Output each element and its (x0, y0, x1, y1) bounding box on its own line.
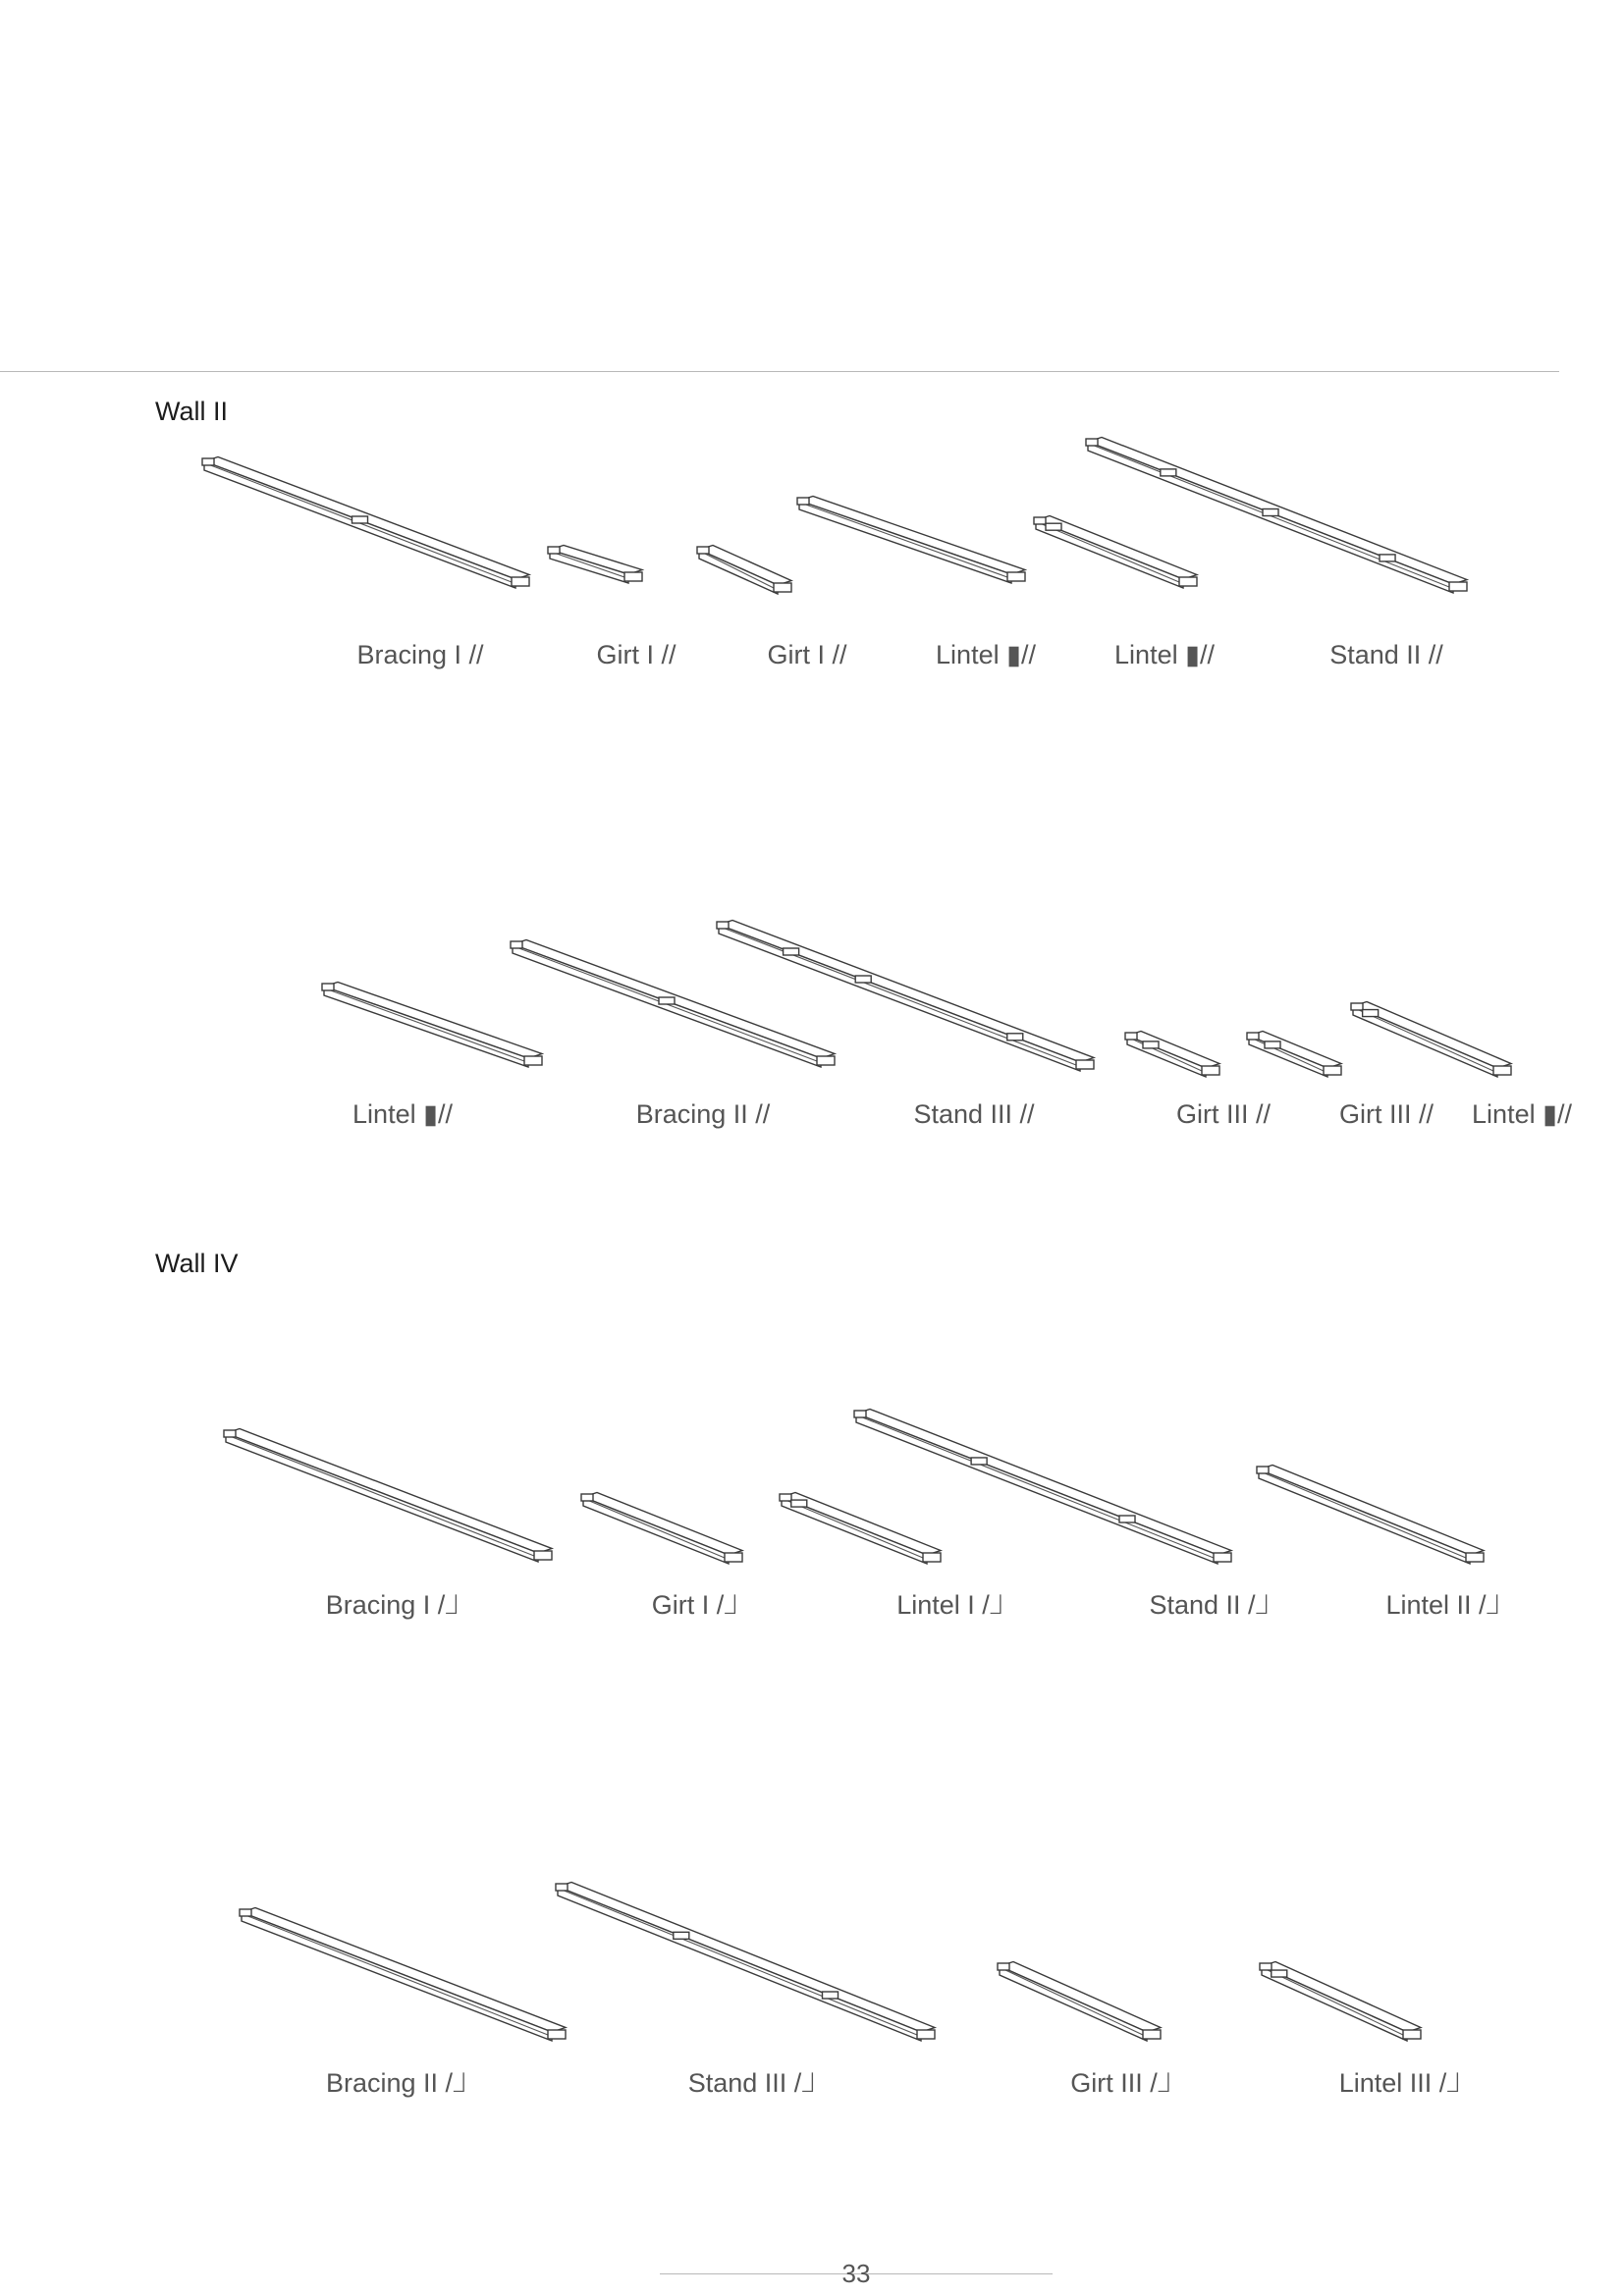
beam-tenon (224, 1430, 236, 1437)
part-label: Bracing I // (356, 640, 484, 669)
beam-tenon (1449, 582, 1467, 591)
part-label: Girt I // (596, 640, 677, 669)
beam-top-face (799, 497, 1025, 575)
beam-mortise (1380, 555, 1395, 561)
beam-tenon (1076, 1060, 1094, 1069)
part-label: Lintel ▮// (936, 640, 1036, 669)
timber-beam-drawing (220, 1427, 544, 1559)
timber-beam-drawing (1121, 1030, 1212, 1074)
page-number: 33 (841, 2259, 871, 2288)
timber-beam-drawing (544, 544, 634, 580)
beam-tenon (1466, 1553, 1484, 1562)
part-label: Bracing II /⅃ (325, 2068, 468, 2098)
beam-mortise (791, 1500, 807, 1507)
beam-mortise (659, 997, 675, 1004)
part-label: Lintel III /⅃ (1338, 2068, 1462, 2098)
beam-edge-line (562, 1890, 917, 2035)
beam-tenon (854, 1411, 866, 1417)
beam-top-face (719, 921, 1094, 1063)
beam-top-face (1000, 1962, 1161, 2033)
beam-tenon (1260, 1963, 1272, 1970)
timber-beam-drawing (1082, 436, 1459, 590)
part-label: Stand III /⅃ (687, 2068, 817, 2098)
beam-tenon (774, 583, 791, 592)
beam-edge-line (1263, 1472, 1466, 1558)
beam-edge-line (723, 928, 1076, 1065)
timber-beam-drawing (552, 1881, 927, 2038)
timber-beam-drawing (318, 981, 534, 1064)
beam-edge-line (230, 1436, 534, 1556)
part-label: Girt III /⅃ (1070, 2068, 1172, 2098)
beam-tenon (1324, 1066, 1341, 1075)
beam-mortise (1143, 1041, 1159, 1048)
beam-mortise (352, 516, 368, 523)
part-label: Lintel I /⅃ (896, 1590, 1004, 1620)
beam-tenon (1125, 1033, 1137, 1040)
part-label: Girt I // (767, 640, 847, 669)
beam-side-face (324, 987, 528, 1067)
beam-tenon (1007, 572, 1025, 581)
beam-tenon (1086, 439, 1098, 446)
beam-tenon (548, 547, 560, 554)
timber-beam-drawing (994, 1960, 1153, 2038)
beam-mortise (1263, 509, 1278, 516)
part-label: Girt III // (1175, 1099, 1272, 1129)
timber-beam-drawing (1243, 1030, 1333, 1074)
beam-tenon (1214, 1553, 1231, 1562)
beam-mortise (1007, 1034, 1023, 1041)
timber-beam-drawing (850, 1408, 1223, 1561)
beam-tenon (1143, 2030, 1161, 2039)
part-label: Girt III // (1338, 1099, 1435, 1129)
beam-mortise (784, 948, 799, 955)
timber-beam-drawing (1256, 1960, 1413, 2038)
beam-tenon (581, 1494, 593, 1501)
part-label: Lintel ▮// (352, 1099, 453, 1129)
beam-tenon (725, 1553, 742, 1562)
beam-tenon (534, 1551, 552, 1560)
beam-tenon (697, 547, 709, 554)
beam-mortise (1363, 1010, 1379, 1017)
timber-beam-drawing (713, 919, 1086, 1068)
timber-beam-drawing (236, 1906, 558, 2038)
beam-tenon (1202, 1066, 1219, 1075)
timber-beam-drawing (1253, 1464, 1476, 1561)
beam-mortise (971, 1458, 987, 1465)
beam-edge-line (803, 504, 1007, 577)
beam-tenon (240, 1909, 251, 1916)
beam-top-face (1259, 1466, 1484, 1556)
beam-tenon (1403, 2030, 1421, 2039)
beam-mortise (1161, 469, 1176, 476)
beam-tenon (1247, 1033, 1259, 1040)
beam-mortise (823, 1992, 839, 1999)
beam-mortise (1272, 1970, 1287, 1977)
timber-beam-drawing (198, 455, 521, 585)
section-title-wall-ii: Wall II (155, 397, 228, 426)
beam-top-face (558, 1883, 935, 2033)
part-label: Lintel ▮// (1472, 1099, 1572, 1129)
part-label: Bracing I /⅃ (325, 1590, 460, 1620)
beam-tenon (624, 572, 642, 581)
beam-mortise (1046, 523, 1061, 530)
beam-tenon (556, 1884, 568, 1891)
beam-top-face (226, 1429, 552, 1554)
beam-top-face (583, 1493, 742, 1556)
part-label: Stand II // (1329, 640, 1443, 669)
part-label: Lintel ▮// (1114, 640, 1215, 669)
beam-tenon (717, 922, 729, 929)
beam-tenon (797, 498, 809, 505)
section-title-wall-iv: Wall IV (155, 1249, 239, 1278)
beam-mortise (855, 976, 871, 983)
beam-side-face (799, 501, 1011, 583)
beam-top-face (242, 1908, 566, 2033)
beam-edge-line (1003, 1969, 1143, 2035)
timber-beam-drawing (577, 1491, 734, 1561)
beam-edge-line (245, 1915, 548, 2035)
beam-mortise (1119, 1516, 1135, 1522)
timber-beam-drawing (693, 544, 784, 591)
beam-tenon (322, 984, 334, 990)
timber-beam-drawing (793, 495, 1017, 580)
part-label: Girt I /⅃ (651, 1590, 739, 1620)
beam-tenon (1351, 1003, 1363, 1010)
beam-tenon (1034, 517, 1046, 524)
beam-edge-line (1357, 1009, 1493, 1071)
top-divider (0, 371, 1559, 372)
beam-tenon (1493, 1066, 1511, 1075)
beam-edge-line (1266, 1969, 1403, 2035)
beam-tenon (511, 941, 522, 948)
beam-edge-line (860, 1416, 1214, 1558)
part-label: Stand III // (913, 1099, 1035, 1129)
part-label: Stand II /⅃ (1149, 1590, 1271, 1620)
beam-tenon (1257, 1467, 1269, 1473)
beam-mortise (674, 1932, 689, 1939)
part-label: Lintel II /⅃ (1385, 1590, 1501, 1620)
beam-tenon (202, 458, 214, 465)
beam-edge-line (587, 1500, 725, 1558)
part-label: Bracing II // (635, 1099, 771, 1129)
beam-tenon (917, 2030, 935, 2039)
beam-top-face (856, 1410, 1231, 1556)
beam-mortise (1265, 1041, 1280, 1048)
beam-edge-line (328, 989, 524, 1061)
beam-tenon (780, 1494, 791, 1501)
beam-tenon (512, 577, 529, 586)
beam-tenon (998, 1963, 1009, 1970)
timber-beam-drawing (1347, 1000, 1503, 1074)
